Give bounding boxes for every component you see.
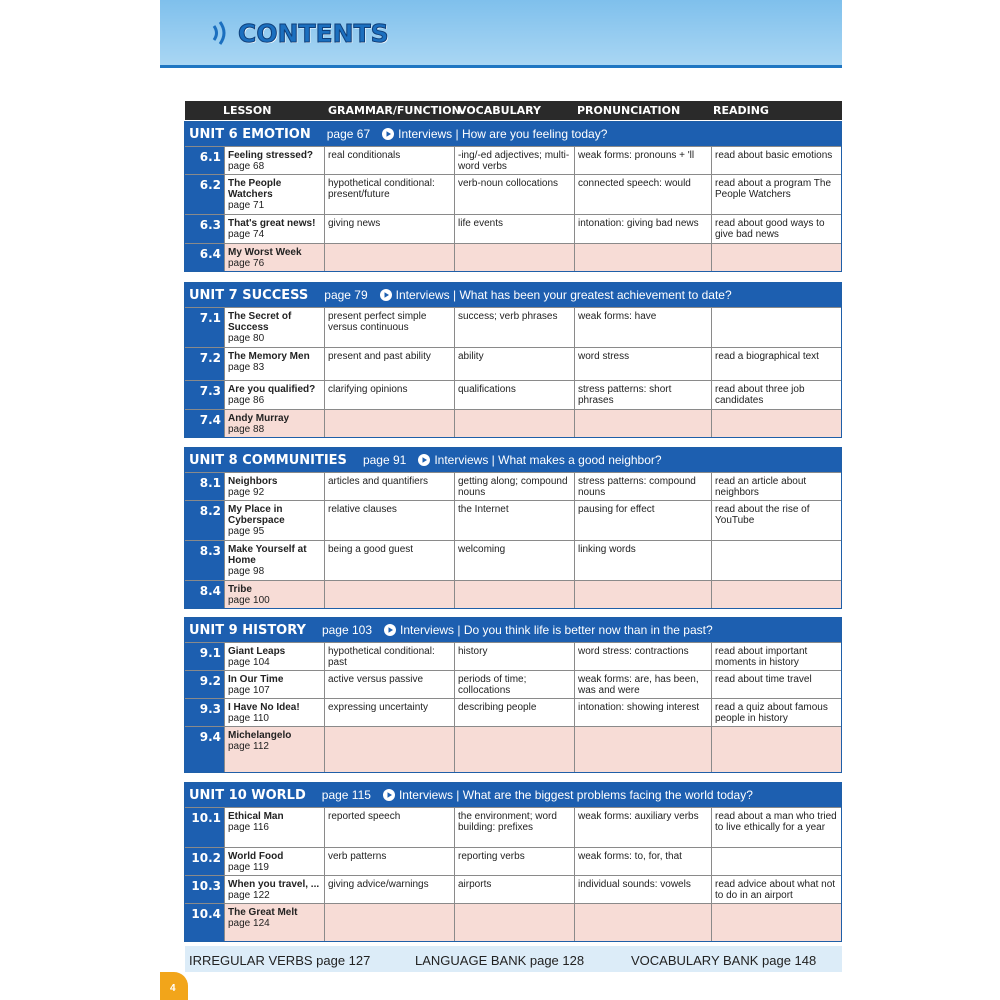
unit-bar: [185, 618, 841, 642]
lesson-title: I Have No Idea!: [228, 702, 300, 713]
lesson-page: page 88: [228, 424, 265, 435]
lesson-cell[interactable]: [224, 808, 324, 847]
lesson-number: 10.2: [185, 848, 224, 875]
lesson-page: page 112: [228, 741, 269, 752]
lesson-number: 6.3: [185, 215, 224, 243]
vocabulary-cell: airports: [454, 876, 574, 903]
col-reading: READING: [713, 104, 769, 117]
lesson-cell[interactable]: [224, 699, 324, 726]
vocabulary-cell: [454, 244, 574, 271]
lesson-cell[interactable]: [224, 904, 324, 941]
pronunciation-cell: intonation: giving bad news: [574, 215, 711, 243]
pronunciation-cell: weak forms: to, for, that: [574, 848, 711, 875]
lesson-number: 6.1: [185, 147, 224, 174]
lesson-number: 8.3: [185, 541, 224, 580]
grammar-cell: real conditionals: [324, 147, 454, 174]
vocabulary-cell: getting along; compound nouns: [454, 473, 574, 500]
reading-cell: read about good ways to give bad news: [711, 215, 841, 243]
reading-cell: [711, 308, 841, 347]
unit-bar: [185, 283, 841, 307]
pronunciation-cell: weak forms: auxiliary verbs: [574, 808, 711, 847]
lesson-title: Michelangelo: [228, 730, 292, 741]
lesson-row: [185, 580, 841, 608]
lesson-page: page 98: [228, 566, 265, 577]
vocabulary-cell: -ing/-ed adjectives; multi-word verbs: [454, 147, 574, 174]
lesson-page: page 124: [228, 918, 270, 929]
lesson-number: 10.4: [185, 904, 224, 941]
grammar-cell: hypothetical conditional: past: [324, 643, 454, 670]
contents-page: [160, 0, 842, 1000]
reading-cell: [711, 848, 841, 875]
unit-name: UNIT 8 COMMUNITIES: [189, 452, 347, 468]
lesson-page: page 104: [228, 657, 270, 668]
pronunciation-cell: word stress: [574, 348, 711, 380]
pronunciation-cell: word stress: contractions: [574, 643, 711, 670]
vocabulary-cell: [454, 727, 574, 772]
lesson-row: [185, 409, 841, 437]
col-grammar: GRAMMAR/FUNCTION: [328, 104, 461, 117]
lesson-title: World Food: [228, 851, 284, 862]
play-icon[interactable]: [418, 454, 430, 466]
lesson-title: The Great Melt: [228, 907, 298, 918]
lesson-cell[interactable]: [224, 643, 324, 670]
lesson-row: [185, 540, 841, 580]
lesson-cell[interactable]: [224, 473, 324, 500]
lesson-page: page 119: [228, 862, 269, 873]
unit-interview[interactable]: Interviews | How are you feeling today?: [398, 127, 608, 141]
vocabulary-cell: reporting verbs: [454, 848, 574, 875]
lesson-title: The Secret of Success: [228, 311, 292, 333]
lesson-row: [185, 174, 841, 214]
play-icon[interactable]: [383, 789, 395, 801]
page-title: CONTENTS: [238, 18, 389, 48]
lesson-page: page 76: [228, 258, 265, 269]
lesson-page: page 95: [228, 526, 265, 537]
unit-bar: [185, 448, 841, 472]
lesson-row: [185, 903, 841, 941]
grammar-cell: [324, 904, 454, 941]
col-pronunciation: PRONUNCIATION: [577, 104, 681, 117]
grammar-cell: present perfect simple versus continuous: [324, 308, 454, 347]
vocabulary-cell: [454, 410, 574, 437]
pronunciation-cell: linking words: [574, 541, 711, 580]
lesson-row: [185, 642, 841, 670]
grammar-cell: hypothetical conditional: present/future: [324, 175, 454, 214]
unit-section: [184, 617, 842, 773]
pronunciation-cell: stress patterns: compound nouns: [574, 473, 711, 500]
play-icon[interactable]: [384, 624, 396, 636]
language-bank-link[interactable]: LANGUAGE BANK page 128: [415, 953, 585, 968]
pronunciation-cell: weak forms: have: [574, 308, 711, 347]
lesson-row: [185, 214, 841, 243]
pronunciation-cell: stress patterns: short phrases: [574, 381, 711, 409]
reading-cell: read about time travel: [711, 671, 841, 698]
sound-waves-icon: [210, 18, 232, 48]
grammar-cell: being a good guest: [324, 541, 454, 580]
grammar-cell: relative clauses: [324, 501, 454, 540]
pronunciation-cell: connected speech: would: [574, 175, 711, 214]
lesson-page: page 116: [228, 822, 269, 833]
vocabulary-cell: life events: [454, 215, 574, 243]
vocabulary-cell: success; verb phrases: [454, 308, 574, 347]
vocabulary-cell: qualifications: [454, 381, 574, 409]
lesson-page: page 92: [228, 487, 265, 498]
lesson-number: 9.4: [185, 727, 224, 772]
lesson-cell[interactable]: [224, 671, 324, 698]
vocabulary-cell: [454, 904, 574, 941]
page-number-badge: 4: [160, 972, 188, 1000]
lesson-title: In Our Time: [228, 674, 284, 685]
lesson-page: page 68: [228, 161, 265, 172]
lesson-page: page 83: [228, 362, 265, 373]
lesson-number: 7.3: [185, 381, 224, 409]
header-title-group: [210, 18, 389, 48]
lesson-number: 10.3: [185, 876, 224, 903]
lesson-number: 6.4: [185, 244, 224, 271]
vocabulary-cell: ability: [454, 348, 574, 380]
lesson-cell[interactable]: [224, 175, 324, 214]
vocabulary-cell: welcoming: [454, 541, 574, 580]
lesson-title: Neighbors: [228, 476, 278, 487]
lesson-number: 8.4: [185, 581, 224, 608]
unit-section: [184, 782, 842, 942]
lesson-row: [185, 670, 841, 698]
lesson-row: [185, 243, 841, 271]
lesson-number: 8.1: [185, 473, 224, 500]
lesson-cell[interactable]: [224, 501, 324, 540]
reading-cell: [711, 410, 841, 437]
lesson-page: page 122: [228, 890, 270, 901]
pronunciation-cell: individual sounds: vowels: [574, 876, 711, 903]
lesson-title: That's great news!: [228, 218, 316, 229]
reading-cell: read about a man who tried to live ethically for a year: [711, 808, 841, 847]
lesson-title: Make Yourself at Home: [228, 544, 307, 566]
lesson-title: The People Watchers: [228, 178, 282, 200]
lesson-cell[interactable]: [224, 727, 324, 772]
irregular-verbs-link[interactable]: IRREGULAR VERBS page 127: [189, 953, 371, 968]
lesson-title: My Place in Cyberspace: [228, 504, 285, 526]
pronunciation-cell: [574, 244, 711, 271]
pronunciation-cell: [574, 727, 711, 772]
lesson-row: [185, 146, 841, 174]
reading-cell: read about three job candidates: [711, 381, 841, 409]
unit-interview[interactable]: Interviews | What are the biggest problems facing the world today?: [398, 788, 753, 802]
grammar-cell: [324, 244, 454, 271]
pronunciation-cell: pausing for effect: [574, 501, 711, 540]
lesson-title: Are you qualified?: [228, 384, 316, 395]
vocabulary-cell: periods of time; collocations: [454, 671, 574, 698]
vocabulary-cell: [454, 581, 574, 608]
lesson-row: [185, 726, 841, 772]
lesson-row: [185, 500, 841, 540]
pronunciation-cell: [574, 410, 711, 437]
reading-cell: [711, 581, 841, 608]
lesson-number: 7.2: [185, 348, 224, 380]
column-header-bar: [185, 101, 842, 120]
col-lesson: LESSON: [223, 104, 272, 117]
unit-interview[interactable]: Interviews | What has been your greatest achievement to date?: [395, 288, 732, 302]
reading-cell: read a quiz about famous people in history: [711, 699, 841, 726]
unit-interview[interactable]: Interviews | What makes a good neighbor?: [434, 453, 662, 467]
reading-cell: read advice about what not to do in an airport: [711, 876, 841, 903]
lesson-page: page 110: [228, 713, 269, 724]
vocabulary-cell: the Internet: [454, 501, 574, 540]
vocabulary-cell: the environment; word building: prefixes: [454, 808, 574, 847]
lesson-title: When you travel, ...: [228, 879, 320, 890]
reading-cell: [711, 244, 841, 271]
unit-page: page 103: [321, 623, 373, 637]
grammar-cell: present and past ability: [324, 348, 454, 380]
unit-section: [184, 282, 842, 438]
lesson-page: page 86: [228, 395, 265, 406]
pronunciation-cell: [574, 904, 711, 941]
lesson-number: 6.2: [185, 175, 224, 214]
unit-bar: [185, 122, 841, 146]
grammar-cell: reported speech: [324, 808, 454, 847]
grammar-cell: verb patterns: [324, 848, 454, 875]
lesson-page: page 71: [228, 200, 265, 211]
reading-cell: [711, 904, 841, 941]
pronunciation-cell: weak forms: pronouns + 'll: [574, 147, 711, 174]
lesson-cell[interactable]: [224, 308, 324, 347]
lesson-row: [185, 847, 841, 875]
col-vocabulary: VOCABULARY: [458, 104, 541, 117]
lesson-number: 10.1: [185, 808, 224, 847]
lesson-page: page 74: [228, 229, 265, 240]
unit-name: UNIT 10 WORLD: [189, 787, 306, 803]
unit-section: [184, 447, 842, 609]
lesson-row: [185, 875, 841, 903]
lesson-title: Tribe: [228, 584, 252, 595]
reading-cell: read an article about neighbors: [711, 473, 841, 500]
pronunciation-cell: [574, 581, 711, 608]
unit-interview[interactable]: Interviews | Do you think life is better now than in the past?: [400, 623, 713, 637]
lesson-cell[interactable]: [224, 348, 324, 380]
unit-page: page 79: [324, 288, 368, 302]
lesson-cell[interactable]: [224, 410, 324, 437]
footer-bar: [185, 946, 842, 972]
lesson-cell[interactable]: [224, 848, 324, 875]
reading-cell: read about the rise of YouTube: [711, 501, 841, 540]
unit-name: UNIT 7 SUCCESS: [189, 287, 309, 303]
lesson-title: Giant Leaps: [228, 646, 286, 657]
lesson-row: [185, 347, 841, 380]
pronunciation-cell: intonation: showing interest: [574, 699, 711, 726]
play-icon[interactable]: [382, 128, 394, 140]
lesson-cell[interactable]: [224, 215, 324, 243]
unit-name: UNIT 9 HISTORY: [189, 622, 306, 638]
reading-cell: [711, 727, 841, 772]
lesson-title: My Worst Week: [228, 247, 302, 258]
grammar-cell: [324, 581, 454, 608]
lesson-row: [185, 472, 841, 500]
grammar-cell: [324, 727, 454, 772]
lesson-number: 9.1: [185, 643, 224, 670]
unit-section: [184, 121, 842, 272]
grammar-cell: giving advice/warnings: [324, 876, 454, 903]
lesson-number: 7.4: [185, 410, 224, 437]
lesson-title: The Memory Men: [228, 351, 310, 362]
lesson-cell[interactable]: [224, 147, 324, 174]
lesson-number: 9.2: [185, 671, 224, 698]
lesson-title: Feeling stressed?: [228, 150, 314, 161]
grammar-cell: clarifying opinions: [324, 381, 454, 409]
reading-cell: read a biographical text: [711, 348, 841, 380]
grammar-cell: [324, 410, 454, 437]
unit-page: page 91: [362, 453, 407, 467]
lesson-page: page 80: [228, 333, 265, 344]
vocabulary-cell: verb-noun collocations: [454, 175, 574, 214]
lesson-cell[interactable]: [224, 581, 324, 608]
unit-page: page 67: [326, 127, 371, 141]
play-icon[interactable]: [380, 289, 392, 301]
lesson-cell[interactable]: [224, 244, 324, 271]
reading-cell: read about important moments in history: [711, 643, 841, 670]
lesson-title: Andy Murray: [228, 413, 290, 424]
grammar-cell: active versus passive: [324, 671, 454, 698]
grammar-cell: expressing uncertainty: [324, 699, 454, 726]
vocabulary-cell: describing people: [454, 699, 574, 726]
header-band: [160, 0, 842, 68]
lesson-row: [185, 698, 841, 726]
unit-name: UNIT 6 EMOTION: [189, 126, 311, 142]
lesson-row: [185, 380, 841, 409]
lesson-row: [185, 307, 841, 347]
lesson-page: page 107: [228, 685, 270, 696]
vocabulary-cell: history: [454, 643, 574, 670]
lesson-number: 8.2: [185, 501, 224, 540]
lesson-number: 7.1: [185, 308, 224, 347]
lesson-cell[interactable]: [224, 381, 324, 409]
lesson-title: Ethical Man: [228, 811, 284, 822]
lesson-cell[interactable]: [224, 541, 324, 580]
vocabulary-bank-link[interactable]: VOCABULARY BANK page 148: [631, 953, 817, 968]
reading-cell: read about basic emotions: [711, 147, 841, 174]
reading-cell: read about a program The People Watchers: [711, 175, 841, 214]
lesson-row: [185, 807, 841, 847]
lesson-page: page 100: [228, 595, 270, 606]
lesson-cell[interactable]: [224, 876, 324, 903]
unit-bar: [185, 783, 841, 807]
lesson-number: 9.3: [185, 699, 224, 726]
grammar-cell: giving news: [324, 215, 454, 243]
unit-page: page 115: [321, 788, 371, 802]
reading-cell: [711, 541, 841, 580]
pronunciation-cell: weak forms: are, has been, was and were: [574, 671, 711, 698]
grammar-cell: articles and quantifiers: [324, 473, 454, 500]
